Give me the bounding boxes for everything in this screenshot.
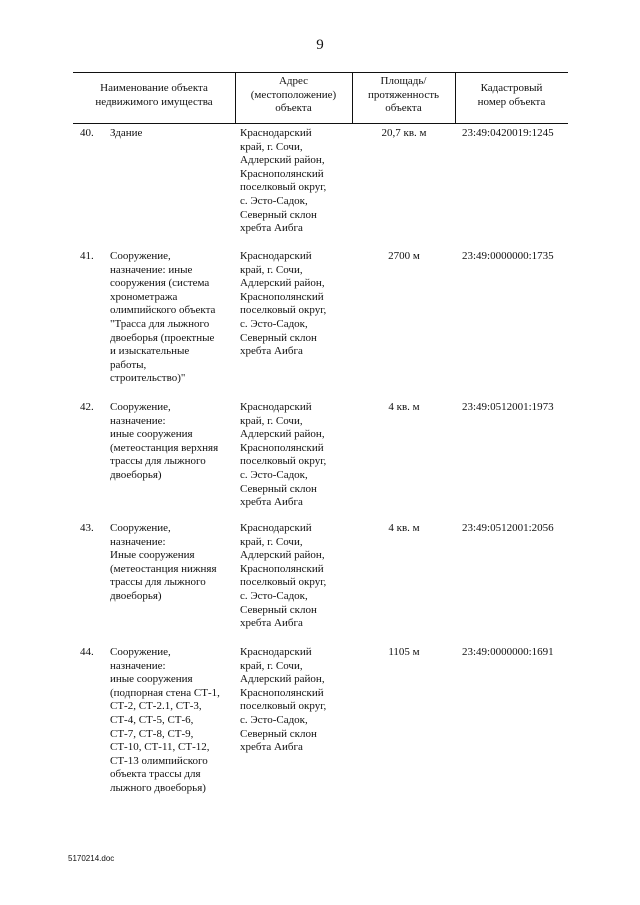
address-line: Адлерский район,	[240, 673, 325, 686]
address-line: Краснодарский	[240, 127, 312, 139]
object-name-line: назначение:	[110, 659, 166, 672]
address-line: Краснополянский	[240, 686, 324, 699]
address-line: поселковый округ,	[240, 304, 327, 317]
row-number: 44.	[80, 646, 94, 658]
object-name-line: СТ-2, СТ-2.1, СТ-3,	[110, 700, 202, 713]
object-name-line: (метеостанция верхняя	[110, 441, 219, 454]
header-cadastral-line: Кадастровый	[480, 82, 543, 94]
address-line: Краснополянский	[240, 441, 324, 454]
address-line: поселковый округ,	[240, 455, 327, 468]
object-name-line: назначение: иные	[110, 263, 193, 276]
header-cadastral	[455, 82, 568, 109]
header-name-line: Наименование объекта	[100, 82, 208, 94]
header-address-line: объекта	[275, 102, 312, 115]
object-name-line: СТ-13 олимпийского	[110, 754, 208, 767]
header-name-line: недвижимого имущества	[95, 95, 213, 108]
object-area: 20,7 кв. м	[381, 127, 427, 139]
address-line: Северный склон	[240, 603, 317, 616]
object-name	[110, 250, 232, 386]
address-line: Краснодарский	[240, 646, 312, 658]
object-name-line: назначение:	[110, 535, 166, 548]
object-area: 4 кв. м	[388, 401, 420, 413]
address-line: с. Эсто-Садок,	[240, 194, 308, 207]
object-name-line: работы,	[110, 358, 147, 371]
row-number: 40.	[80, 127, 94, 139]
header-cadastral-line: номер объекта	[477, 95, 546, 108]
address-line: Краснодарский	[240, 522, 312, 534]
object-name-line: СТ-7, СТ-8, СТ-9,	[110, 727, 194, 740]
address-line: хребта Аибга	[240, 741, 303, 754]
cadastral-number: 23:49:0512001:2056	[462, 522, 554, 534]
table-header-top-rule	[73, 72, 568, 73]
object-name-line: объекта трассы для	[110, 768, 201, 781]
address-line: край, г. Сочи,	[240, 414, 303, 427]
address-line: хребта Аибга	[240, 496, 303, 509]
header-address-line: Адрес	[278, 75, 309, 87]
object-name-line: двоеборья)	[110, 468, 162, 481]
object-name-line: Иные сооружения	[110, 549, 195, 562]
header-address-line: (местоположение)	[250, 88, 337, 101]
address-line: хребта Аибга	[240, 617, 303, 630]
cadastral-number: 23:49:0512001:1973	[462, 401, 554, 413]
object-name-line: СТ-4, СТ-5, СТ-6,	[110, 713, 194, 726]
address-line: Краснодарский	[240, 250, 312, 262]
object-name-line: (метеостанция нижняя	[110, 562, 217, 575]
row-number: 43.	[80, 522, 94, 534]
address-line: край, г. Сочи,	[240, 659, 303, 672]
object-name-line: СТ-10, СТ-11, СТ-12,	[110, 741, 210, 754]
address-line: поселковый округ,	[240, 700, 327, 713]
object-name-line: трассы для лыжного	[110, 576, 206, 589]
object-area: 1105 м	[388, 646, 420, 658]
address-line: хребта Аибга	[240, 345, 303, 358]
header-name	[73, 82, 235, 109]
object-name-line: иные сооружения	[110, 428, 193, 441]
header-address	[235, 75, 352, 116]
address-line: Адлерский район,	[240, 549, 325, 562]
cadastral-number: 23:49:0000000:1735	[462, 250, 554, 262]
address-line: Северный склон	[240, 331, 317, 344]
object-name-line: Сооружение,	[110, 646, 171, 658]
object-name-line: хронометража	[110, 290, 178, 303]
cadastral-number: 23:49:0000000:1691	[462, 646, 554, 658]
address-line: хребта Аибга	[240, 222, 303, 235]
address-line: Северный склон	[240, 727, 317, 740]
object-name	[110, 522, 232, 604]
object-name	[110, 127, 232, 141]
address-line: с. Эсто-Садок,	[240, 713, 308, 726]
address-line: край, г. Сочи,	[240, 140, 303, 153]
address-line: Адлерский район,	[240, 277, 325, 290]
object-name-line: трассы для лыжного	[110, 455, 206, 468]
address-line: поселковый округ,	[240, 576, 327, 589]
object-name-line: Здание	[110, 127, 143, 139]
address-line: Северный склон	[240, 482, 317, 495]
address-line: поселковый округ,	[240, 181, 327, 194]
object-name-line: лыжного двоеборья)	[110, 781, 206, 794]
address-line: Адлерский район,	[240, 428, 325, 441]
address-line: край, г. Сочи,	[240, 535, 303, 548]
object-name-line: Сооружение,	[110, 250, 171, 262]
address-line: Северный склон	[240, 208, 317, 221]
address-line: Краснополянский	[240, 167, 324, 180]
object-name-line: иные сооружения	[110, 673, 193, 686]
address-line: с. Эсто-Садок,	[240, 317, 308, 330]
object-name-line: назначение:	[110, 414, 166, 427]
object-name	[110, 401, 232, 483]
object-name	[110, 646, 232, 796]
page-number: 9	[316, 37, 324, 53]
object-address	[240, 401, 346, 510]
object-name-line: Сооружение,	[110, 401, 171, 413]
table-header-bottom-rule	[73, 123, 568, 124]
object-name-line: двоеборья)	[110, 589, 162, 602]
object-address	[240, 522, 346, 631]
address-line: с. Эсто-Садок,	[240, 589, 308, 602]
object-name-line: и изыскательные	[110, 345, 190, 358]
object-area: 2700 м	[388, 250, 420, 262]
object-area: 4 кв. м	[388, 522, 420, 534]
object-name-line: сооружения (система	[110, 277, 210, 290]
object-name-line: двоеборья (проектные	[110, 331, 215, 344]
address-line: край, г. Сочи,	[240, 263, 303, 276]
object-name-line: строительство)"	[110, 372, 186, 385]
object-address	[240, 646, 346, 755]
row-number: 42.	[80, 401, 94, 413]
address-line: Краснополянский	[240, 290, 324, 303]
header-area-line: протяженность	[367, 88, 440, 101]
document-filename: 5170214.doc	[68, 854, 115, 863]
row-number: 41.	[80, 250, 94, 262]
address-line: Адлерский район,	[240, 154, 325, 167]
object-name-line: (подпорная стена СТ-1,	[110, 686, 220, 699]
object-name-line: олимпийского объекта	[110, 304, 216, 317]
header-area	[352, 75, 455, 116]
object-name-line: Сооружение,	[110, 522, 171, 534]
object-name-line: "Трасса для лыжного	[110, 317, 210, 330]
object-address	[240, 250, 346, 359]
object-address	[240, 127, 346, 236]
address-line: Краснополянский	[240, 562, 324, 575]
address-line: с. Эсто-Садок,	[240, 468, 308, 481]
header-area-line: объекта	[385, 102, 422, 115]
cadastral-number: 23:49:0420019:1245	[462, 127, 554, 139]
address-line: Краснодарский	[240, 401, 312, 413]
header-area-line: Площадь/	[380, 75, 427, 87]
